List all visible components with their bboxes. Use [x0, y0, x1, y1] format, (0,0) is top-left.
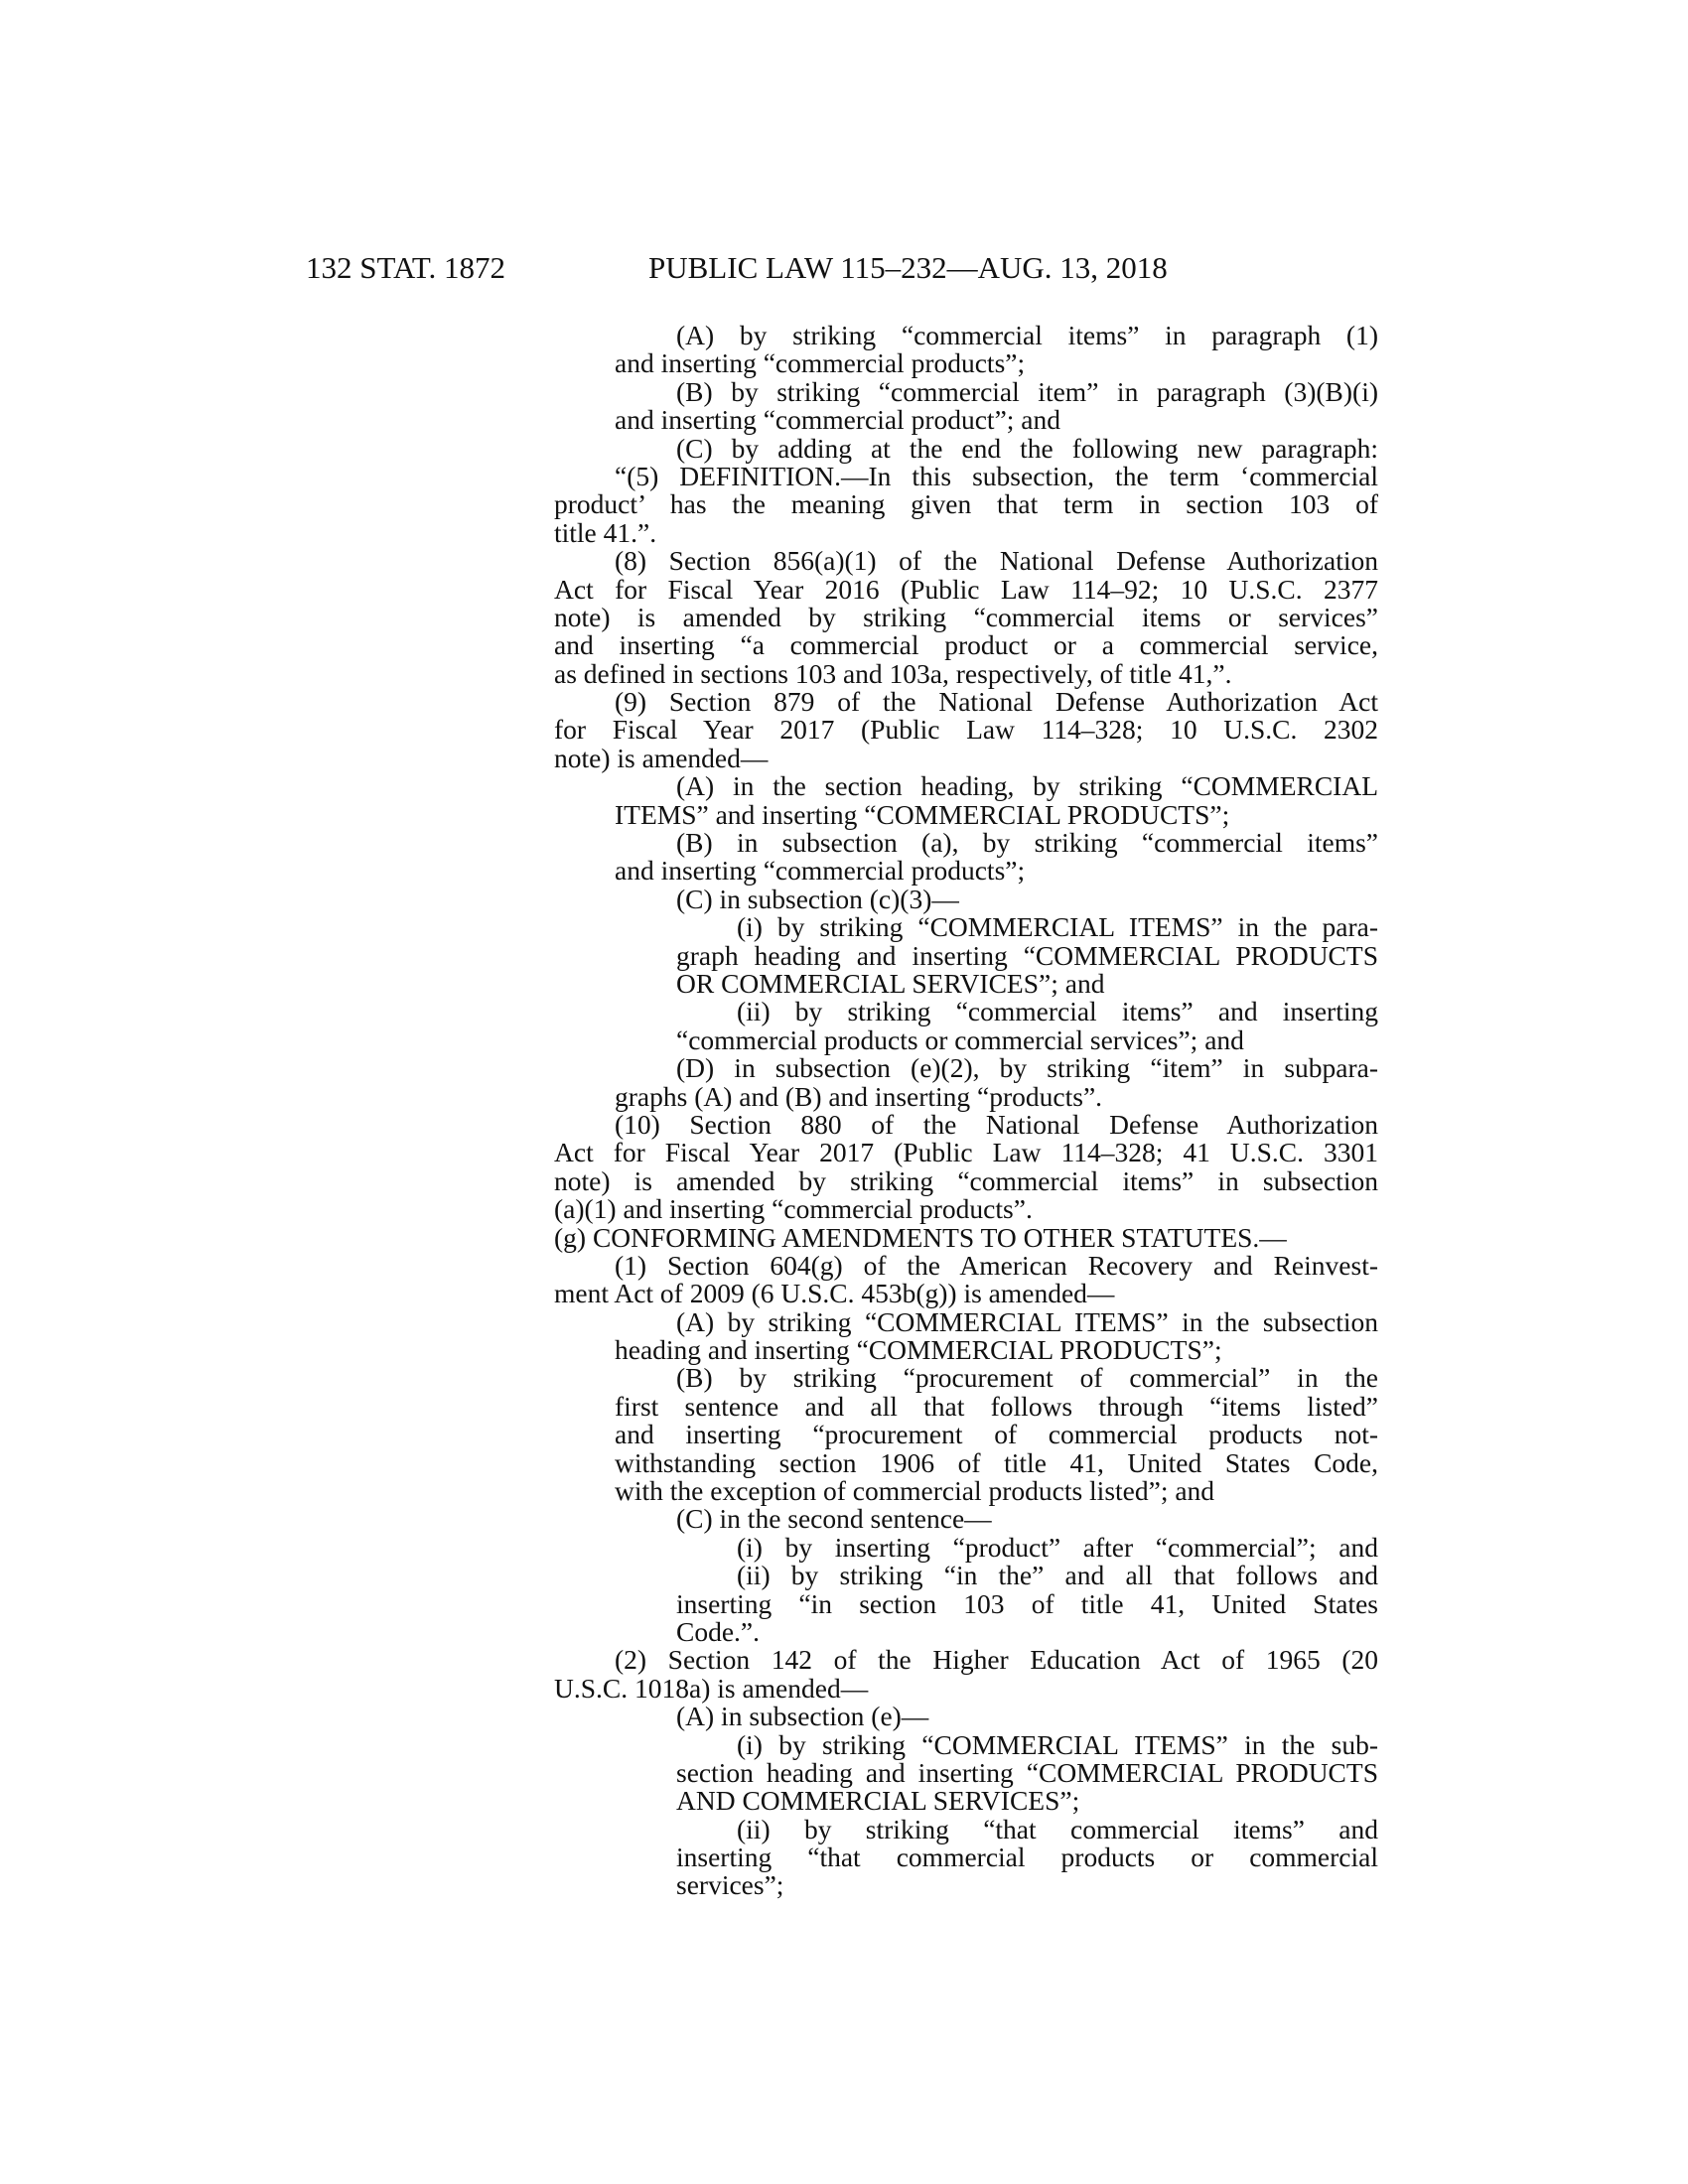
text-line: (1) Section 604(g) of the American Recovery and Reinvest-	[615, 1249, 1378, 1281]
text-line: (i) by striking “COMMERCIAL ITEMS” in the sub-	[737, 1728, 1378, 1760]
text-line: (A) by striking “commercial items” in paragraph (1)	[676, 320, 1378, 350]
text-line: and inserting “commercial products”;	[615, 855, 1026, 887]
text-line: product’ has the meaning given that term in section 103 of	[554, 488, 1378, 520]
text-line: note) is amended—	[554, 742, 769, 773]
text-line: Act for Fiscal Year 2016 (Public Law 114–92; 10 U.S.C. 2377	[554, 573, 1378, 605]
text-line: (i) by inserting “product” after “commercial”; and	[737, 1531, 1378, 1563]
text-line: inserting “in section 103 of title 41, United States	[676, 1587, 1378, 1619]
text-line: OR COMMERCIAL SERVICES”; and	[676, 967, 1105, 999]
text-line: note) is amended by striking “commercial items” in subsection	[554, 1164, 1378, 1196]
text-line: Code.”.	[676, 1615, 761, 1647]
text-line: (g) CONFORMING AMENDMENTS TO OTHER STATUTES.—	[554, 1221, 1287, 1253]
text-line: “commercial products or commercial services”; and	[676, 1024, 1244, 1055]
running-head	[306, 248, 1378, 288]
stat-page-reference: 132 STAT. 1872	[306, 250, 506, 285]
text-line: (ii) by striking “commercial items” and inserting	[737, 996, 1378, 1027]
text-line: (B) by striking “procurement of commercial” in the	[676, 1362, 1378, 1394]
public-law-title: PUBLIC LAW 115–232—AUG. 13, 2018	[648, 250, 1168, 285]
text-line: (B) in subsection (a), by striking “commercial items”	[676, 827, 1378, 859]
text-line: (D) in subsection (e)(2), by striking “item” in subpara-	[676, 1052, 1378, 1084]
text-line: and inserting “a commercial product or a commercial service,	[554, 629, 1378, 661]
text-line: note) is amended by striking “commercial items or services”	[554, 601, 1378, 632]
text-line: first sentence and all that follows through “items listed”	[615, 1390, 1378, 1422]
text-line: withstanding section 1906 of title 41, United States Code,	[615, 1446, 1378, 1478]
text-line: (C) by adding at the end the following new paragraph:	[676, 432, 1378, 464]
text-line: and inserting “commercial products”;	[615, 347, 1026, 379]
text-line: with the exception of commercial products listed”; and	[615, 1475, 1215, 1507]
text-line: (8) Section 856(a)(1) of the National Defense Authorization	[615, 545, 1378, 577]
text-line: (ii) by striking “that commercial items” and	[737, 1813, 1378, 1844]
text-line: (9) Section 879 of the National Defense Authorization Act	[615, 686, 1378, 718]
text-line: section heading and inserting “COMMERCIAL PRODUCTS	[676, 1756, 1378, 1788]
text-line: ITEMS” and inserting “COMMERCIAL PRODUCTS”;	[615, 798, 1230, 830]
text-line: ment Act of 2009 (6 U.S.C. 453b(g)) is amended—	[554, 1278, 1115, 1309]
text-line: services”;	[676, 1869, 784, 1901]
text-line: (a)(1) and inserting “commercial products”.	[554, 1193, 1033, 1225]
text-line: (ii) by striking “in the” and all that follows and	[737, 1560, 1378, 1591]
text-line: heading and inserting “COMMERCIAL PRODUCTS”;	[615, 1334, 1222, 1366]
text-line: U.S.C. 1018a) is amended—	[554, 1672, 869, 1704]
text-line: (A) by striking “COMMERCIAL ITEMS” in the subsection	[676, 1305, 1378, 1337]
text-line: (C) in subsection (c)(3)—	[676, 883, 959, 914]
text-line: and inserting “procurement of commercial products not-	[615, 1419, 1378, 1450]
statute-body-text	[554, 322, 1378, 1900]
text-line: AND COMMERCIAL SERVICES”;	[676, 1785, 1080, 1817]
text-line: (C) in the second sentence—	[676, 1503, 992, 1535]
text-line: graph heading and inserting “COMMERCIAL PRODUCTS	[676, 939, 1378, 971]
text-line: title 41.”.	[554, 516, 657, 548]
text-line: (A) in the section heading, by striking “COMMERCIAL	[676, 770, 1378, 802]
text-line: as defined in sections 103 and 103a, respectively, of title 41,”.	[554, 657, 1232, 689]
text-line: inserting “that commercial products or commercial	[676, 1842, 1378, 1873]
text-line: “(5) DEFINITION.—In this subsection, the term ‘commercial	[615, 460, 1378, 491]
text-line: Act for Fiscal Year 2017 (Public Law 114–328; 41 U.S.C. 3301	[554, 1137, 1378, 1168]
text-line: and inserting “commercial product”; and	[615, 404, 1060, 436]
text-line: (10) Section 880 of the National Defense Authorization	[615, 1108, 1378, 1140]
text-line: (B) by striking “commercial item” in paragraph (3)(B)(i)	[676, 375, 1378, 407]
text-line: (i) by striking “COMMERCIAL ITEMS” in the para-	[737, 911, 1378, 943]
text-line: (2) Section 142 of the Higher Education Act of 1965 (20	[615, 1644, 1378, 1676]
text-line: (A) in subsection (e)—	[676, 1701, 929, 1732]
text-line: for Fiscal Year 2017 (Public Law 114–328; 10 U.S.C. 2302	[554, 714, 1378, 746]
text-line: graphs (A) and (B) and inserting “products”.	[615, 1080, 1103, 1112]
